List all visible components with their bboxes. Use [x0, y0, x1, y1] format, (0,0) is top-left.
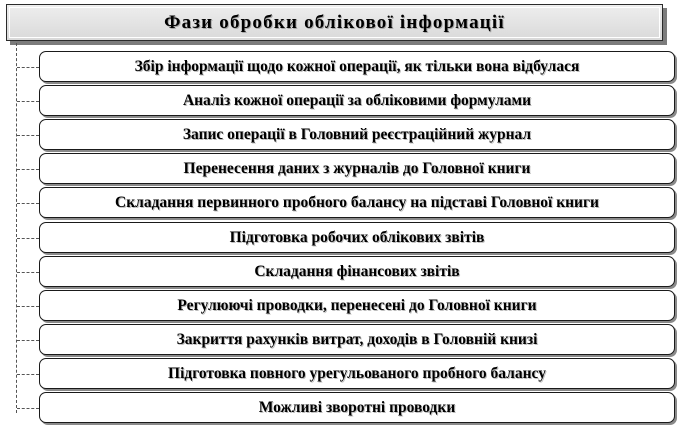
step-connector — [17, 272, 39, 273]
step-box — [39, 324, 675, 355]
step-connector — [17, 374, 39, 375]
step-connector — [17, 203, 39, 204]
step-connector — [17, 238, 39, 239]
step-label: Перенесення даних з журналів до Головної книги — [183, 159, 531, 177]
step-box — [39, 256, 675, 287]
step-box — [39, 187, 675, 218]
diagram-title: Фази обробки облікової інформації — [164, 11, 505, 33]
title-box — [6, 4, 663, 41]
step-box — [39, 392, 675, 423]
step-label: Підготовка повного урегульованого пробного балансу — [168, 364, 546, 382]
step-label: Збір інформації щодо кожної операції, як тільки вона відбулася — [134, 57, 580, 75]
step-label: Запис операції в Головний реєстраційний журнал — [182, 125, 532, 143]
step-label: Аналіз кожної операції за обліковими формулами — [182, 91, 532, 109]
step-box — [39, 222, 675, 253]
tree-spine — [16, 43, 17, 413]
step-connector — [17, 67, 39, 68]
step-box — [39, 290, 675, 321]
step-label: Підготовка робочих облікових звітів — [229, 228, 485, 246]
step-label: Закриття рахунків витрат, доходів в Головній книзі — [176, 330, 538, 348]
step-connector — [17, 101, 39, 102]
step-box — [39, 358, 675, 389]
step-connector — [17, 408, 39, 409]
step-box — [39, 119, 675, 150]
step-connector — [17, 306, 39, 307]
step-box — [39, 85, 675, 116]
step-box — [39, 153, 675, 184]
step-connector — [17, 340, 39, 341]
step-connector — [17, 169, 39, 170]
step-label: Можливі зворотні проводки — [258, 398, 456, 416]
step-label: Складання фінансових звітів — [254, 262, 460, 280]
step-box — [39, 51, 675, 82]
step-label: Складання первинного пробного балансу на підставі Головної книги — [115, 193, 599, 211]
step-connector — [17, 135, 39, 136]
step-label: Регулюючі проводки, перенесені до Головної книги — [177, 296, 537, 314]
